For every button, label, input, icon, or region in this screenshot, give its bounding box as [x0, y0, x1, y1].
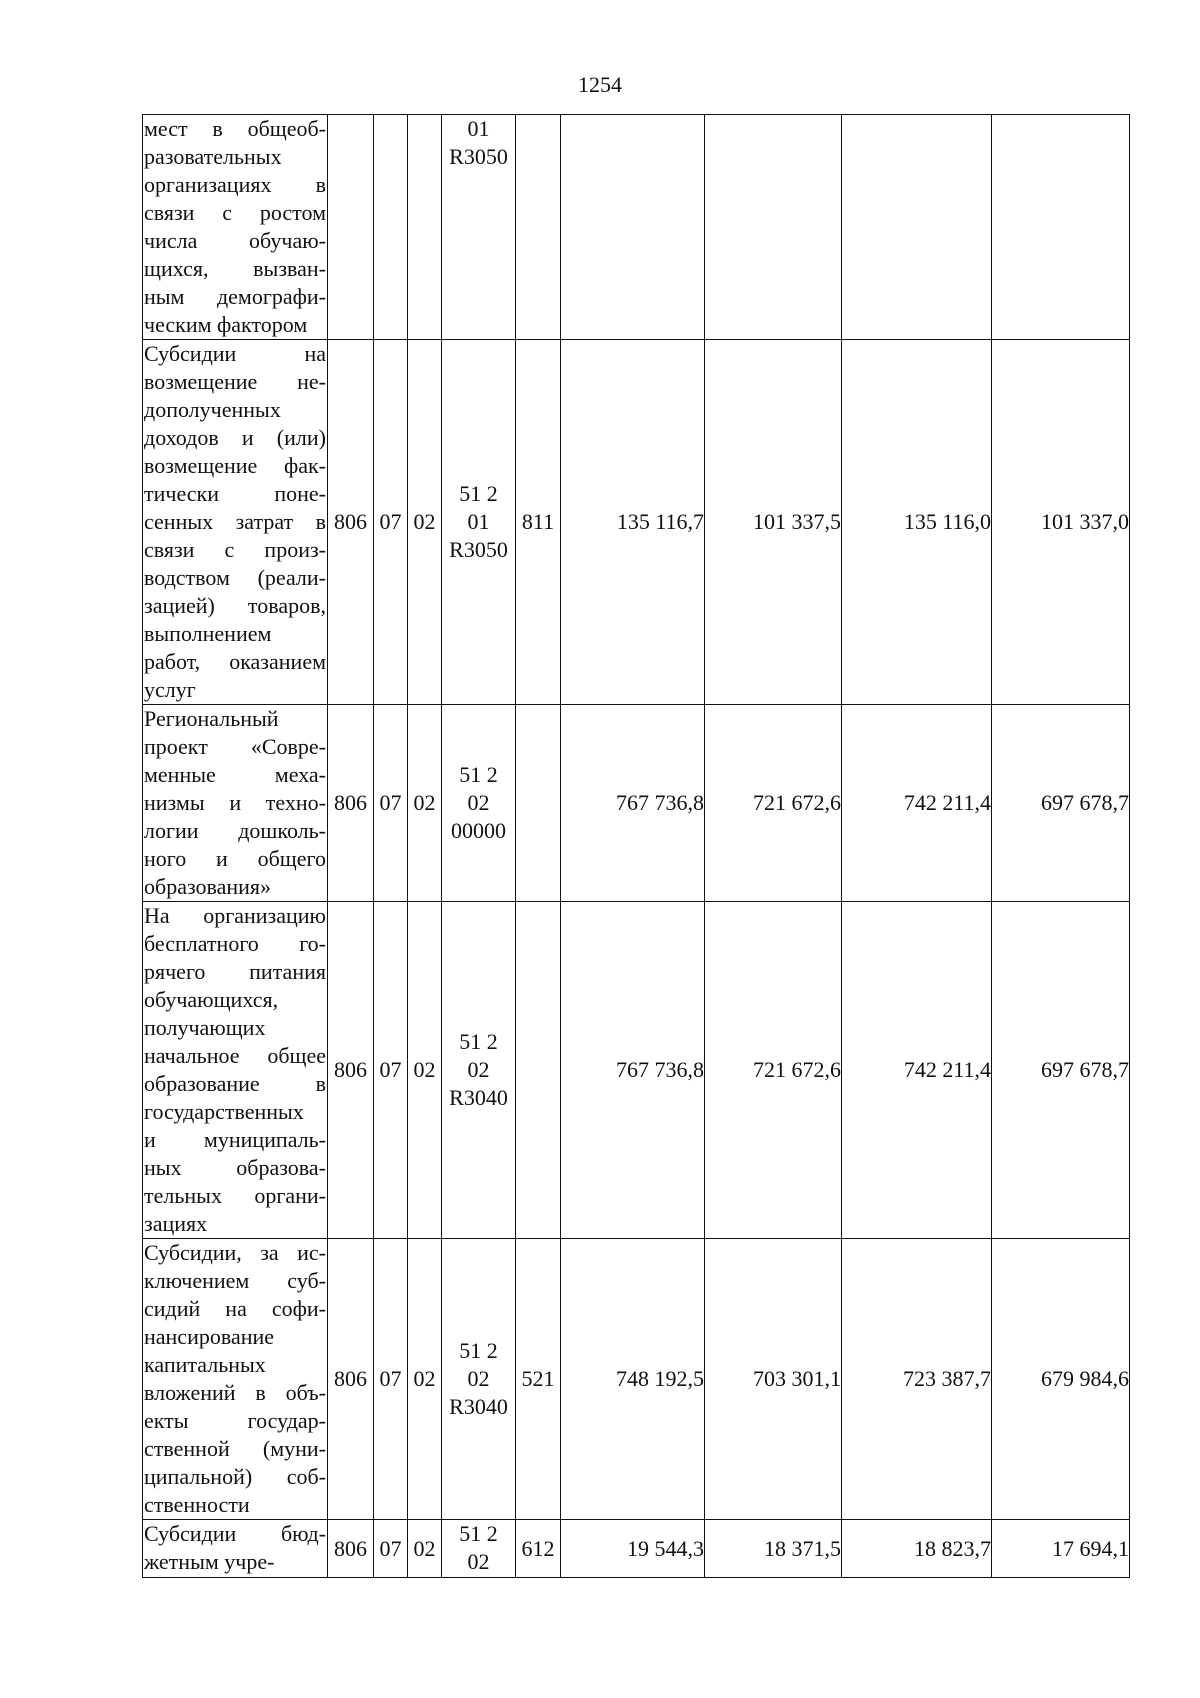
csr-line: 01 [467, 116, 490, 141]
value-cell-3: 723 387,7 [842, 1239, 992, 1520]
row-name-line: ственной (муни- [144, 1436, 326, 1461]
value-cell-3 [842, 115, 992, 340]
table-row [143, 115, 1130, 340]
value-cell-4: 17 694,1 [992, 1520, 1130, 1578]
row-name-line: работ, оказанием [144, 649, 326, 674]
value-cell-4: 101 337,0 [992, 340, 1130, 705]
rz-cell: 07 [374, 705, 408, 902]
value-cell-2 [705, 115, 842, 340]
csr-line: 51 2 [459, 1521, 498, 1546]
row-name-line: ключением суб- [144, 1268, 326, 1293]
row-name-line: разовательных [144, 144, 282, 169]
gr-cell: 806 [328, 340, 374, 705]
row-name-cell [143, 1239, 328, 1520]
row-name-line: ным демографи- [144, 284, 326, 309]
gr-cell: 806 [328, 902, 374, 1239]
row-name-line: сидий на софи- [144, 1296, 326, 1321]
row-name-line: государственных [144, 1099, 304, 1124]
csr-line: 51 2 [459, 1029, 498, 1054]
value-cell-4: 697 678,7 [992, 705, 1130, 902]
value-cell-4: 697 678,7 [992, 902, 1130, 1239]
row-name-line: связи с произ- [144, 537, 326, 562]
page-number: 1254 [578, 72, 622, 97]
csr-cell [442, 115, 516, 340]
row-name-line: начальное общее [144, 1043, 326, 1068]
table-row [143, 340, 1130, 705]
value-cell-1: 19 544,3 [561, 1520, 705, 1578]
pr-cell: 02 [408, 705, 442, 902]
row-name-line: зацией) товаров, [144, 593, 326, 618]
row-name-line: жетным учре- [144, 1549, 275, 1574]
rz-cell [374, 115, 408, 340]
row-name-line: сенных затрат в [144, 509, 326, 534]
table-row [143, 902, 1130, 1239]
row-name-cell [143, 902, 328, 1239]
value-cell-3: 742 211,4 [842, 705, 992, 902]
row-name-line: и муниципаль- [144, 1127, 326, 1152]
row-name-line: обучающихся, [144, 987, 279, 1012]
value-cell-2: 18 371,5 [705, 1520, 842, 1578]
pr-cell: 02 [408, 1520, 442, 1578]
row-name-line: екты государ- [144, 1408, 326, 1433]
row-name-line: дополученных [144, 397, 281, 422]
row-name-line: организациях в [144, 172, 326, 197]
row-name-line: бесплатного го- [144, 931, 326, 956]
row-name-line: связи с ростом [144, 200, 326, 225]
row-name-line: выполнением [144, 621, 272, 646]
vr-cell [516, 705, 561, 902]
csr-cell [442, 1520, 516, 1578]
row-name-line: образования» [144, 874, 272, 899]
row-name-cell [143, 340, 328, 705]
table-row [143, 1520, 1130, 1578]
value-cell-1: 748 192,5 [561, 1239, 705, 1520]
budget-table [142, 114, 1130, 1578]
value-cell-2: 721 672,6 [705, 705, 842, 902]
value-cell-4: 679 984,6 [992, 1239, 1130, 1520]
csr-cell [442, 705, 516, 902]
row-name-cell [143, 1520, 328, 1578]
value-cell-1: 135 116,7 [561, 340, 705, 705]
gr-cell: 806 [328, 1520, 374, 1578]
csr-line: R3040 [449, 1085, 508, 1110]
row-name-line: вложений в объ- [144, 1380, 326, 1405]
vr-cell [516, 115, 561, 340]
row-name-line: рячего питания [144, 959, 326, 984]
row-name-line: ственности [144, 1492, 250, 1517]
row-name-line: числа обучаю- [144, 228, 326, 253]
csr-line: 02 [467, 1549, 490, 1574]
row-name-line: зациях [144, 1211, 208, 1236]
row-name-line: получающих [144, 1015, 266, 1040]
row-name-line: нансирование [144, 1324, 275, 1349]
csr-line: 01 [467, 509, 490, 534]
value-cell-1 [561, 115, 705, 340]
row-name-line: низмы и техно- [144, 790, 326, 815]
row-name-line: услуг [144, 677, 196, 702]
gr-cell [328, 115, 374, 340]
csr-cell [442, 902, 516, 1239]
value-cell-2: 101 337,5 [705, 340, 842, 705]
row-name-line: доходов и (или) [144, 425, 326, 450]
pr-cell: 02 [408, 340, 442, 705]
csr-line: 02 [467, 1366, 490, 1391]
table-row [143, 705, 1130, 902]
row-name-line: ципальной) соб- [144, 1464, 326, 1489]
csr-cell [442, 340, 516, 705]
row-name-line: тически поне- [144, 481, 326, 506]
row-name-line: ных образова- [144, 1155, 326, 1180]
rz-cell: 07 [374, 902, 408, 1239]
gr-cell: 806 [328, 705, 374, 902]
csr-line: 02 [467, 1057, 490, 1082]
pr-cell: 02 [408, 1239, 442, 1520]
csr-line: 51 2 [459, 1338, 498, 1363]
value-cell-4 [992, 115, 1130, 340]
value-cell-1: 767 736,8 [561, 902, 705, 1239]
gr-cell: 806 [328, 1239, 374, 1520]
rz-cell: 07 [374, 340, 408, 705]
row-name-line: возмещение не- [144, 369, 326, 394]
row-name-line: логии дошколь- [144, 818, 326, 843]
vr-cell: 811 [516, 340, 561, 705]
csr-line: R3050 [449, 537, 508, 562]
row-name-line: образование в [144, 1071, 326, 1096]
value-cell-1: 767 736,8 [561, 705, 705, 902]
row-name-cell [143, 115, 328, 340]
vr-cell: 521 [516, 1239, 561, 1520]
row-name-line: На организацию [144, 903, 326, 928]
row-name-line: Субсидии, за ис- [144, 1240, 326, 1265]
csr-line: 51 2 [459, 481, 498, 506]
rz-cell: 07 [374, 1520, 408, 1578]
csr-line: R3040 [449, 1394, 508, 1419]
table-body [143, 115, 1130, 1578]
rz-cell: 07 [374, 1239, 408, 1520]
row-name-line: Субсидии на [144, 341, 326, 366]
vr-cell [516, 902, 561, 1239]
row-name-line: мест в общеоб- [144, 116, 326, 141]
csr-line: 02 [467, 790, 490, 815]
row-name-line: капитальных [144, 1352, 266, 1377]
value-cell-2: 703 301,1 [705, 1239, 842, 1520]
pr-cell: 02 [408, 902, 442, 1239]
row-name-line: возмещение фак- [144, 453, 326, 478]
csr-line: R3050 [449, 144, 508, 169]
row-name-line: ного и общего [144, 846, 326, 871]
csr-cell [442, 1239, 516, 1520]
csr-line: 00000 [451, 818, 506, 843]
row-name-line: менные меха- [144, 762, 326, 787]
value-cell-2: 721 672,6 [705, 902, 842, 1239]
vr-cell: 612 [516, 1520, 561, 1578]
value-cell-3: 18 823,7 [842, 1520, 992, 1578]
csr-line: 51 2 [459, 762, 498, 787]
value-cell-3: 742 211,4 [842, 902, 992, 1239]
row-name-line: Региональный [144, 706, 279, 731]
pr-cell [408, 115, 442, 340]
row-name-line: щихся, вызван- [144, 256, 326, 281]
row-name-cell [143, 705, 328, 902]
row-name-line: тельных органи- [144, 1183, 326, 1208]
row-name-line: Субсидии бюд- [144, 1521, 326, 1546]
row-name-line: ческим фактором [144, 312, 308, 337]
row-name-line: проект «Совре- [144, 734, 326, 759]
table-row [143, 1239, 1130, 1520]
row-name-line: водством (реали- [144, 565, 326, 590]
value-cell-3: 135 116,0 [842, 340, 992, 705]
